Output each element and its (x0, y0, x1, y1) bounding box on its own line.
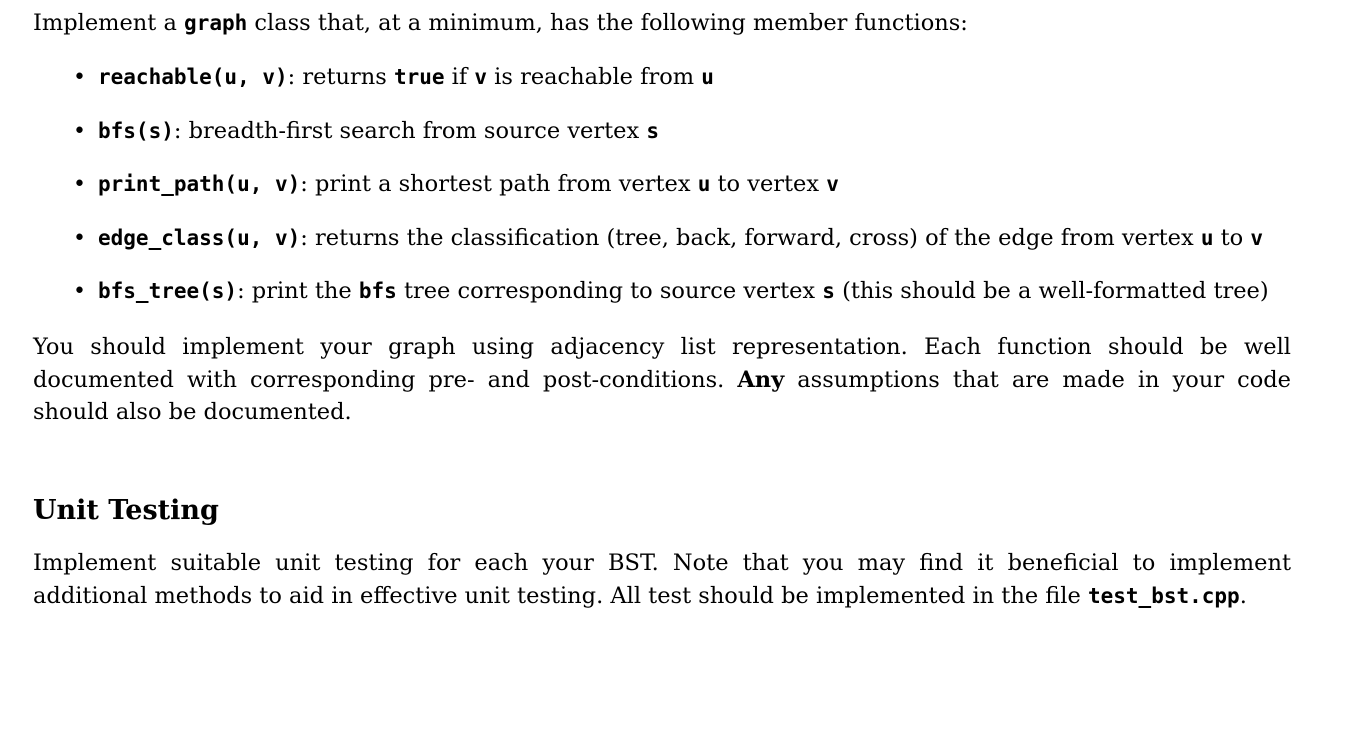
function-code-token: s (646, 119, 659, 143)
function-description: to vertex (710, 171, 827, 197)
section-heading: Unit Testing (33, 495, 219, 526)
function-signature: edge_class(u, v) (98, 226, 301, 250)
section-filename: test_bst.cpp (1087, 583, 1240, 608)
intro-prefix: Implement a (33, 10, 177, 36)
function-code-token: v (1250, 226, 1264, 250)
function-code-token: s (822, 279, 835, 303)
intro-suffix: class that, at a minimum, has the following member functions: (254, 10, 968, 36)
function-signature: print_path(u, v) (98, 172, 301, 196)
function-signature: bfs_tree(s) (98, 279, 238, 303)
section-end: . (1239, 582, 1247, 609)
paragraph-bold-any: Any (737, 366, 785, 393)
function-description: if (444, 64, 475, 90)
function-code-token: u (1200, 226, 1214, 250)
function-code-token: u (697, 172, 711, 196)
function-description: : returns the classification (tree, back, forward, cross) of the edge from vertex (300, 225, 1201, 251)
function-code-token: true (393, 65, 445, 89)
function-description: : print the (237, 278, 359, 304)
function-item (73, 171, 839, 197)
section-paragraph (33, 547, 1291, 612)
function-signature: reachable(u, v) (98, 65, 288, 89)
paragraph-adjacency (33, 331, 1291, 429)
bullet-icon: • (73, 279, 86, 304)
bullet-icon: • (73, 119, 86, 144)
paragraph-text-2: assumptions that are made in your code should also be documented. (33, 366, 1291, 425)
paragraph-text-1: You should implement your graph using adjacency list representation. Each function should be well documented with corresponding pre- and post-conditions. (33, 334, 1291, 393)
bullet-icon: • (73, 65, 86, 90)
function-description: : breadth-first search from source vertex (173, 118, 647, 144)
function-item (73, 225, 1263, 251)
bullet-icon: • (73, 172, 86, 197)
bullet-icon: • (73, 226, 86, 251)
function-signature: bfs(s) (98, 119, 174, 143)
function-description: to (1213, 225, 1251, 251)
section-text: Implement suitable unit testing for each your BST. Note that you may find it beneficial to implement additional methods to aid in effective unit testing. All test should be implemented in the file (33, 550, 1291, 609)
function-description: : print a shortest path from vertex (300, 171, 698, 197)
function-description: is reachable from (487, 64, 702, 90)
function-item (73, 278, 1269, 304)
intro-code: graph (184, 11, 248, 35)
function-code-token: u (701, 65, 714, 89)
intro-line (33, 10, 968, 36)
function-description: tree corresponding to source vertex (396, 278, 823, 304)
function-item (73, 64, 714, 90)
function-code-token: bfs (358, 279, 397, 303)
function-description: (this should be a well-formatted tree) (834, 278, 1269, 304)
function-item (73, 118, 659, 144)
function-code-token: v (826, 172, 839, 196)
function-description: : returns (287, 64, 394, 90)
function-code-token: v (474, 65, 488, 89)
